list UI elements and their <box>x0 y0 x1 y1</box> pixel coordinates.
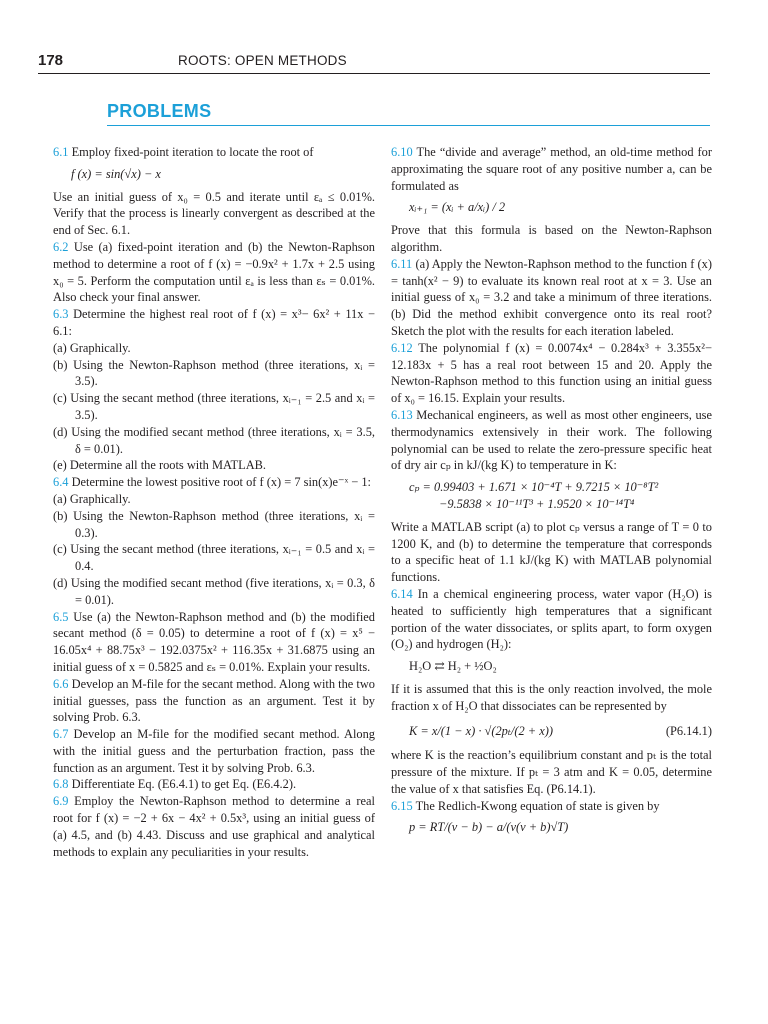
page-header <box>38 52 710 76</box>
problem-6-12: 6.12 The polynomial f (x) = 0.0074x⁴ − 0.284x³ + 3.355x²− 12.183x + 5 has a real root between 15 and 20. Apply the Newton-Raphson method to this function using an initial guess of x₀ = 16.15. Explain your results. <box>391 340 713 406</box>
equation-6-14-reaction: H₂O ⇄ H₂ + ½O₂ <box>409 659 497 674</box>
header-rule <box>38 73 710 74</box>
problem-6-3-item: (b) Using the Newton-Raphson method (three iterations, xᵢ = 3.5). <box>53 357 375 389</box>
equation-6-1: f (x) = sin(√x) − x <box>71 166 161 181</box>
problem-6-3-item: (e) Determine all the roots with MATLAB. <box>53 458 266 473</box>
problem-6-3-item: (a) Graphically. <box>53 340 131 355</box>
problem-6-2: 6.2 Use (a) fixed-point iteration and (b) the Newton-Raphson method to determine a root of f (x) = −0.9x² + 1.7x + 2.5 using x₀ = 5. Perform the computation until εₐ is less than εₛ = 0.01%. Also check your final answer. <box>53 239 375 305</box>
equation-6-10: xᵢ₊₁ = (xᵢ + a/xᵢ) / 2 <box>409 200 506 215</box>
problem-6-8: 6.8 Differentiate Eq. (E6.4.1) to get Eq. (E6.4.2). <box>53 777 297 792</box>
problem-6-6: 6.6 Develop an M-file for the secant method. Along with the two initial guesses, pass the function as an argument. Test it by solving Prob. 6.3. <box>53 676 375 725</box>
problem-6-5: 6.5 Use (a) the Newton-Raphson method and (b) the modified secant method (δ = 0.05) to determine a root of f (x) = x⁵ − 16.05x⁴ + 88.75x³ − 192.0375x² + 116.35x + 31.6875 using an initial guess of x = 0.5825 and εₛ = 0.01%. Explain your results. <box>53 609 375 674</box>
equation-6-14-mole-fraction: K = x/(1 − x) · √(2pₜ/(2 + x)) (P6.14.1) <box>409 723 712 738</box>
problem-6-15: 6.15 The Redlich-Kwong equation of state is given by <box>391 798 660 813</box>
page-number: 178 <box>38 52 64 69</box>
problem-6-14-body-2: where K is the reaction’s equilibrium constant and pₜ is the total pressure of the mixture. If pₜ = 3 atm and K = 0.05, determine the value of x that satisfies Eq. (P6.14.1). <box>391 748 712 796</box>
problem-6-11: 6.11 (a) Apply the Newton-Raphson method to the function f (x) = tanh(x² − 9) to evaluate its known real root at x = 3. Use an initial guess of x₀ = 3.2 and take a minimum of three iterations. (b) Did the method exhibit convergence onto its real root? Sketch the plot with the results for each iteration labeled. <box>391 256 712 338</box>
problem-6-4-item: (d) Using the modified secant method (five iterations, xᵢ = 0.3, δ = 0.01). <box>53 575 375 607</box>
problem-6-4-item: (c) Using the secant method (three iterations, xᵢ₋₁ = 0.5 and xᵢ = 0.4. <box>53 542 375 574</box>
equation-6-13-line-2: −9.5838 × 10⁻¹¹T³ + 1.9520 × 10⁻¹⁴T⁴ <box>439 496 635 511</box>
problem-6-3-item: (c) Using the secant method (three iterations, xᵢ₋₁ = 2.5 and xᵢ = 3.5). <box>53 391 375 422</box>
problem-6-4-item: (b) Using the Newton-Raphson method (three iterations, xᵢ = 0.3). <box>53 508 375 540</box>
problem-6-10: 6.10 The “divide and average” method, an old-time method for approximating the square root of any positive number a, can be formulated as <box>391 145 713 193</box>
right-column <box>391 144 712 842</box>
section-title: PROBLEMS <box>107 101 212 121</box>
equation-6-13-line-1: cₚ = 0.99403 + 1.671 × 10⁻⁴T + 9.7215 × 10⁻⁸T² <box>409 480 659 495</box>
left-column <box>53 144 375 860</box>
problem-6-3-item: (d) Using the modified secant method (three iterations, xᵢ = 3.5, δ = 0.01). <box>53 424 375 456</box>
problem-6-1-body: Use an initial guess of x₀ = 0.5 and iterate until εₐ ≤ 0.01%. Verify that the process is linearly convergent as described at the end of Sec. 6.1. <box>53 189 375 238</box>
title-rule <box>107 125 710 126</box>
equation-number: (P6.14.1) <box>665 723 712 738</box>
problem-6-13-body: Write a MATLAB script (a) to plot cₚ versus a range of T = 0 to 1200 K, and (b) to determine the temperature that corresponds to a specific heat of 1.1 kJ/(kg K) with MATLAB polynomial functions. <box>391 519 712 585</box>
problem-6-9: 6.9 Employ the Newton-Raphson method to determine a real root for f (x) = −2 + 6x − 4x² + 0.5x³, using an initial guess of (a) 4.5, and (b) 4.43. Discuss and use graphical and analytical methods to explain any peculiarities in your results. <box>53 794 375 859</box>
problem-6-13: 6.13 Mechanical engineers, as well as most other engineers, use thermodynamics extensively in their work. The following polynomial can be used to relate the zero-pressure specific heat of dry air cₚ in kJ/(kg K) to temperature in K: <box>391 407 712 473</box>
problem-6-4-item: (a) Graphically. <box>53 491 131 506</box>
problem-6-3: 6.3 Determine the highest real root of f (x) = x³− 6x² + 11x − 6.1: <box>53 307 375 338</box>
problem-6-14: 6.14 In a chemical engineering process, water vapor (H₂O) is heated to sufficiently high temperatures that a significant portion of the water dissociates, or splits apart, to form oxygen (O₂) and hydrogen (H₂): <box>391 586 712 652</box>
problem-6-14-body-1: If it is assumed that this is the only reaction involved, the mole fraction x of H₂O that dissociates can be represented by <box>391 681 712 713</box>
running-head: ROOTS: OPEN METHODS <box>178 53 347 68</box>
problem-6-1: 6.1 Employ fixed-point iteration to locate the root of <box>53 145 314 159</box>
equation-6-15: p = RT/(v − b) − a/(v(v + b)√T) <box>409 820 569 835</box>
problem-6-4: 6.4 Determine the lowest positive root of f (x) = 7 sin(x)e⁻ˣ − 1: <box>53 475 371 490</box>
problem-6-10-body: Prove that this formula is based on the Newton-Raphson algorithm. <box>391 223 712 254</box>
problem-6-7: 6.7 Develop an M-file for the modified secant method. Along with the initial guess and the perturbation fraction, pass the function as an argument. Test it by solving Prob. 6.3. <box>53 727 375 775</box>
